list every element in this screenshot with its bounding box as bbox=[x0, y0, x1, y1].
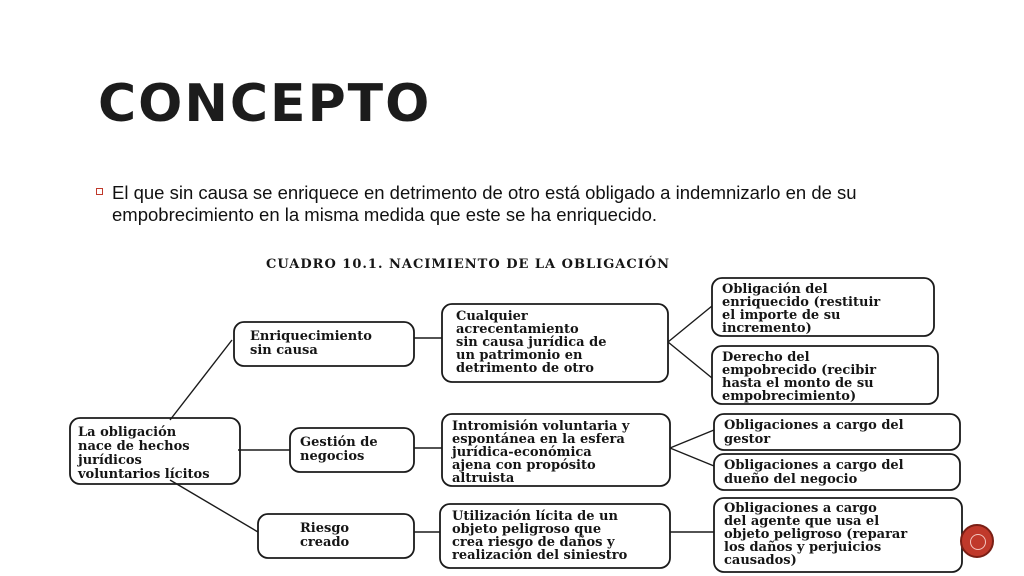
svg-text:causados): causados) bbox=[724, 553, 797, 568]
svg-text:La obligación: La obligación bbox=[78, 425, 177, 440]
svg-text:Intromisión voluntaria y: Intromisión voluntaria y bbox=[452, 419, 630, 434]
slide-number-badge-icon bbox=[960, 524, 994, 558]
obligation-diagram bbox=[60, 242, 980, 576]
effect-dueno-text bbox=[724, 458, 904, 487]
branch-enriquecimiento-text bbox=[250, 329, 372, 358]
svg-text:hasta el monto de su: hasta el monto de su bbox=[722, 376, 874, 391]
svg-text:Derecho del: Derecho del bbox=[722, 350, 810, 365]
root-text bbox=[77, 425, 210, 482]
svg-text:Cualquier: Cualquier bbox=[456, 309, 528, 324]
svg-text:negocios: negocios bbox=[300, 449, 365, 464]
svg-text:empobrecido (recibir: empobrecido (recibir bbox=[722, 363, 877, 378]
svg-text:ajena con propósito: ajena con propósito bbox=[452, 458, 596, 473]
effect-agente-text bbox=[724, 501, 907, 568]
svg-text:dueño del negocio: dueño del negocio bbox=[724, 472, 858, 487]
svg-text:Obligación del: Obligación del bbox=[722, 282, 828, 297]
svg-text:creado: creado bbox=[300, 535, 350, 550]
svg-text:Obligaciones a cargo del: Obligaciones a cargo del bbox=[724, 458, 904, 473]
desc-gestion-text bbox=[451, 419, 630, 486]
svg-text:realización del siniestro: realización del siniestro bbox=[452, 548, 628, 563]
diagram-image bbox=[60, 242, 980, 576]
slide-title: CONCEPTO bbox=[98, 74, 432, 134]
svg-text:jurídicos: jurídicos bbox=[78, 453, 142, 468]
svg-text:el importe de su: el importe de su bbox=[722, 308, 841, 323]
effect-gestor-text bbox=[724, 418, 904, 447]
svg-text:crea riesgo de daños y: crea riesgo de daños y bbox=[452, 535, 615, 550]
branch-riesgo-text bbox=[300, 521, 350, 550]
svg-text:objeto peligroso (reparar: objeto peligroso (reparar bbox=[724, 527, 908, 542]
svg-text:un patrimonio en: un patrimonio en bbox=[456, 348, 583, 363]
svg-text:sin causa jurídica de: sin causa jurídica de bbox=[456, 335, 607, 350]
svg-text:acrecentamiento: acrecentamiento bbox=[456, 322, 579, 337]
svg-text:Obligaciones a cargo: Obligaciones a cargo bbox=[724, 501, 877, 516]
svg-text:incremento): incremento) bbox=[722, 321, 812, 336]
svg-text:Riesgo: Riesgo bbox=[300, 521, 350, 536]
desc-enriquecimiento-text bbox=[456, 309, 607, 376]
svg-text:del agente que usa el: del agente que usa el bbox=[724, 514, 880, 529]
svg-text:Gestión de: Gestión de bbox=[300, 435, 378, 450]
svg-text:empobrecimiento): empobrecimiento) bbox=[722, 389, 857, 404]
effect-enriquecido-text bbox=[722, 282, 880, 336]
bullet-text: El que sin causa se enriquece en detrimento de otro está obligado a indemnizarlo en de su empobrecimiento en la misma medida que este se ha enriquecido. bbox=[112, 182, 857, 225]
svg-text:enriquecido (restituir: enriquecido (restituir bbox=[722, 295, 881, 310]
svg-text:espontánea en la esfera: espontánea en la esfera bbox=[452, 432, 625, 447]
svg-text:Obligaciones a cargo del: Obligaciones a cargo del bbox=[724, 418, 904, 433]
svg-text:nace de hechos: nace de hechos bbox=[78, 439, 190, 454]
svg-text:detrimento de otro: detrimento de otro bbox=[456, 361, 594, 376]
svg-text:gestor: gestor bbox=[724, 432, 771, 447]
bullet-item bbox=[96, 182, 926, 226]
desc-riesgo-text bbox=[452, 509, 628, 563]
branch-gestion-text bbox=[300, 435, 378, 464]
svg-text:altruista: altruista bbox=[452, 471, 515, 486]
diagram-caption: CUADRO 10.1. NACIMIENTO DE LA OBLIGACIÓN bbox=[266, 257, 671, 272]
svg-text:jurídica-económica: jurídica-económica bbox=[452, 445, 592, 460]
square-bullet-icon bbox=[96, 188, 103, 195]
svg-text:sin causa: sin causa bbox=[250, 343, 318, 358]
svg-text:objeto peligroso que: objeto peligroso que bbox=[452, 522, 602, 537]
svg-text:voluntarios lícitos: voluntarios lícitos bbox=[78, 467, 210, 482]
svg-text:Enriquecimiento: Enriquecimiento bbox=[250, 329, 372, 344]
effect-empobrecido-text bbox=[722, 350, 876, 404]
svg-text:Utilización lícita de un: Utilización lícita de un bbox=[452, 509, 618, 524]
svg-text:los daños y perjuicios: los daños y perjuicios bbox=[724, 540, 882, 555]
